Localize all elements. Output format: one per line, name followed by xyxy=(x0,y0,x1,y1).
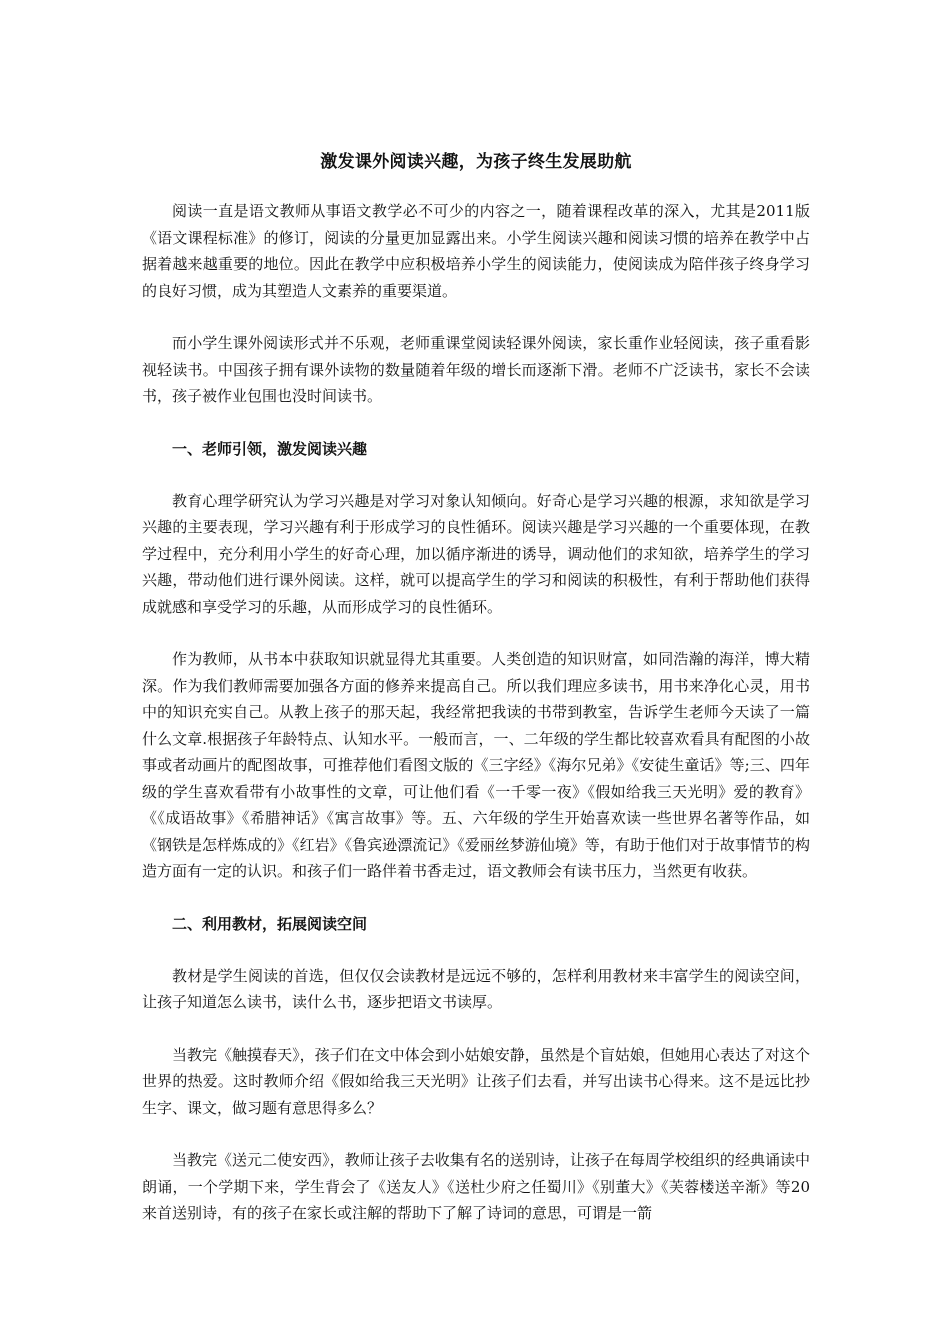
section-2-paragraph-1: 教材是学生阅读的首选，但仅仅会读教材是远远不够的，怎样利用教材来丰富学生的阅读空间，让孩子知道怎么读书，读什么书，逐步把语文书读厚。 xyxy=(142,966,810,1011)
intro-paragraph-2: 而小学生课外阅读形式并不乐观，老师重课堂阅读轻课外阅读，家长重作业轻阅读，孩子重看影视轻读书。中国孩子拥有课外读物的数量随着年级的增长而逐渐下滑。老师不广泛读书，家长不会读书，孩子被作业包围也没时间读书。 xyxy=(142,334,810,405)
section-2-paragraph-2: 当教完《触摸春天》，孩子们在文中体会到小姑娘安静，虽然是个盲姑娘，但她用心表达了对这个世界的热爱。这时教师介绍《假如给我三天光明》让孩子们去看，并写出读书心得来。这不是远比抄生字、课文，做习题有意思得多么？ xyxy=(142,1045,810,1117)
section-2-paragraph-3: 当教完《送元二使安西》，教师让孩子去收集有名的送别诗，让孩子在每周学校组织的经典诵读中朗诵，一个学期下来，学生背会了《送友人》《送杜少府之任蜀川》《别董大》《芙蓉楼送辛渐》等20来首送别诗，有的孩子在家长或注解的帮助下了解了诗词的意思，可谓是一箭 xyxy=(142,1151,810,1222)
section-1-heading: 一、老师引领，激发阅读兴趣 xyxy=(172,439,368,458)
section-2-heading: 二、利用教材，拓展阅读空间 xyxy=(172,914,368,933)
document-page xyxy=(142,142,810,1253)
intro-paragraph-1: 阅读一直是语文教师从事语文教学必不可少的内容之一，随着课程改革的深入，尤其是2011版《语文课程标准》的修订，阅读的分量更加显露出来。小学生阅读兴趣和阅读习惯的培养在教学中占据着越来越重要的地位。因此在教学中应积极培养小学生的阅读能力，使阅读成为陪伴孩子终身学习的良好习惯，成为其塑造人文素养的重要渠道。 xyxy=(142,202,810,300)
document-title: 激发课外阅读兴趣，为孩子终生发展助航 xyxy=(320,152,632,172)
section-1-paragraph-2: 作为教师，从书本中获取知识就显得尤其重要。人类创造的知识财富，如同浩瀚的海洋，博大精深。作为我们教师需要加强各方面的修养来提高自己。所以我们理应多读书，用书来净化心灵，用书中的知识充实自己。从教上孩子的那天起，我经常把我读的书带到教室，告诉学生老师今天读了一篇什么文章.根据孩子年龄特点、认知水平。一般而言，一、二年级的学生都比较喜欢看具有配图的小故事或者动画片的配图故事，可推荐他们看图文版的《三字经》《海尔兄弟》《安徒生童话》等;三、四年级的学生喜欢看带有小故事性的文章，可让他们看《一千零一夜》《假如给我三天光明》爱的教育》《《成语故事》《希腊神话》《寓言故事》等。五、六年级的学生开始喜欢读一些世界名著等作品，如《钢铁是怎样炼成的》《红岩》《鲁宾逊漂流记》《爱丽丝梦游仙境》等，有助于他们对于故事情节的构造方面有一定的认识。和孩子们一路伴着书香走过，语文教师会有读书压力，当然更有收获。 xyxy=(142,650,810,880)
section-1-paragraph-1: 教育心理学研究认为学习兴趣是对学习对象认知倾向。好奇心是学习兴趣的根源，求知欲是学习兴趣的主要表现，学习兴趣有利于形成学习的良性循环。阅读兴趣是学习兴趣的一个重要体现，在教学过程中，充分利用小学生的好奇心理，加以循序渐进的诱导，调动他们的求知欲，培养学生的学习兴趣，带动他们进行课外阅读。这样，就可以提高学生的学习和阅读的积极性，有利于帮助他们获得成就感和享受学习的乐趣，从而形成学习的良性循环。 xyxy=(142,491,810,616)
